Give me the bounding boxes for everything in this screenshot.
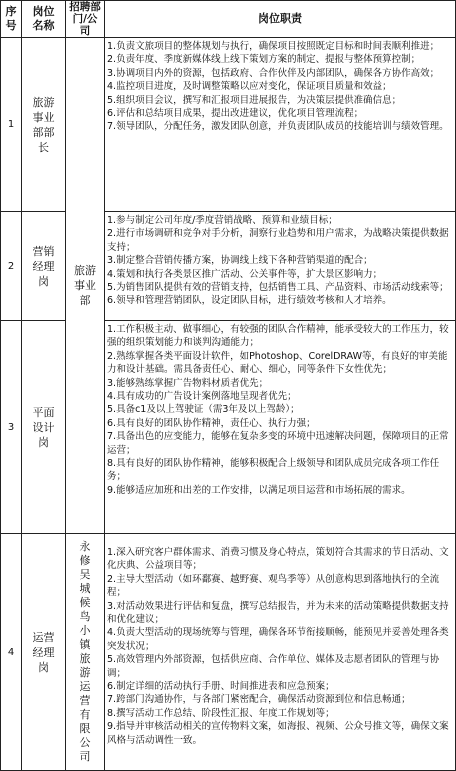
row-4-duty-item: 7.跨部门沟通协作，与各部门紧密配合，确保活动资源到位和信息畅通； (107, 694, 411, 706)
dept-tourism (66, 38, 104, 533)
row-4-duty-item: 9.指导并审核活动相关的宣传物料文案，如海报、视频、公众号推文等，确保文案风格与活动调性一致。 (107, 721, 449, 746)
row-1-no (1, 38, 21, 211)
row-1-duties (104, 38, 455, 211)
header-duties (105, 1, 455, 37)
row-3-duty-item: 6.具有良好的团队协作精神，责任心、执行力强； (107, 417, 316, 429)
row-3-duty-item: 4.具有成功的广告设计案例落地呈现者优先； (107, 391, 297, 403)
row-3-no-value: 3 (7, 421, 15, 433)
row-1-duty-item: 3.协调项目内外的资源，包括政府、合作伙伴及内部团队，确保各方协作高效； (107, 67, 440, 79)
row-3-duty-item: 1.工作积极主动、做事细心，有较强的团队合作精神，能承受较大的工作压力，较强的组织策划能力和谈判沟通能力； (107, 324, 449, 349)
row-4-duties (104, 534, 455, 770)
row-1-position (22, 38, 65, 211)
header-no (1, 1, 21, 37)
row-1-duty-item: 7.领导团队，分配任务，激发团队创意，并负责团队成员的技能培训与绩效管理。 (107, 121, 449, 133)
dept-tourism-label: 旅游事业部 (74, 264, 96, 307)
row-4-no (1, 534, 21, 770)
row-3-duty-item: 9.能够适应加班和出差的工作安排，以满足项目运营和市场拓展的需求。 (107, 484, 411, 496)
row-2-duty-item: 1.参与制定公司年度/季度营销战略、预算和业绩目标； (107, 215, 338, 226)
header-position (22, 1, 65, 37)
header-dept (66, 1, 104, 37)
row-4-duty-item: 5.高效管理内外部资源，包括供应商、合作单位、媒体及志愿者团队的管理与协调； (107, 654, 440, 679)
header-dept-label: 招聘部门/公司 (69, 1, 101, 37)
row-2-no (1, 212, 21, 320)
row-1-no-value: 1 (7, 119, 15, 130)
row-1-position-value: 旅游事业部部长 (32, 95, 55, 154)
row-2-duties (104, 212, 455, 320)
row-4-duty-item: 4.负责大型活动的现场统筹与管理，确保各环节衔接顺畅，能预见并妥善处理各类突发状况； (107, 627, 449, 652)
row-1-duty-item: 1.负责文旅项目的整体规划与执行，确保项目按照既定目标和时间表顺利推进； (107, 41, 440, 52)
dept-company (66, 534, 104, 770)
row-2-duty-item: 5.为销售团队提供有效的营销支持，包括销售工具、产品资料、市场活动线索等； (107, 282, 449, 294)
header-duties-label: 岗位职责 (258, 12, 302, 25)
row-3-duty-item: 8.具有良好的团队协作精神，能够积极配合上级领导和团队成员完成各项工作任务； (107, 458, 440, 483)
row-3-position-value: 平面设计岗 (32, 405, 55, 449)
dept-company-label: 永修吴城候鸟小镇旅游运营有限公司 (79, 540, 91, 763)
row-1-duty-item: 2.负责年度、季度新媒体线上线下策划方案的制定、提报与整体预算控制； (107, 54, 421, 66)
row-2-position (22, 212, 65, 320)
row-4-duty-item: 2.主导大型活动（如环鄱赛、越野赛、观鸟季等）从创意构思到落地执行的全流程； (107, 573, 440, 599)
row-3-duty-item: 5.具备c1及以上驾驶证（需3年及以上驾龄）； (107, 404, 300, 416)
row-4-position-value: 运营经理岗 (32, 630, 55, 674)
row-3-position (22, 321, 65, 533)
row-3-duties (104, 321, 455, 533)
row-2-duty-item: 4.策划和执行各类景区推广活动、公关事件等，扩大景区影响力； (107, 268, 383, 280)
row-3-no (1, 321, 21, 533)
row-4-duty-item: 3.对活动效果进行评估和复盘，撰写总结报告，并为未来的活动策略提供数据支持和优化建议； (107, 600, 449, 626)
row-3-duty-item: 7.具备出色的应变能力，能够在复杂多变的环境中迅速解决问题，保障项目的正常运营； (107, 431, 449, 456)
row-2-no-value: 2 (7, 260, 15, 272)
row-2-duty-item: 3.制定整合营销传播方案，协调线上线下各种营销渠道的配合； (107, 255, 373, 267)
row-4-duty-item: 6.制定详细的活动执行手册、时间推进表和应急预案； (107, 681, 335, 693)
row-1-duty-item: 5.组织项目会议，撰写和汇报项目进展报告，为决策层提供准确信息； (107, 94, 402, 106)
row-1-duty-item: 4.监控项目进度，及时调整策略以应对变化，保证项目质量和效益； (107, 81, 392, 93)
row-4-position (22, 534, 65, 770)
header-position-label: 岗位名称 (32, 5, 55, 32)
row-2-duty-item: 6.领导和管理营销团队，设定团队目标，进行绩效考核和人才培养。 (107, 295, 392, 307)
row-3-duty-item: 3.能够熟练掌握广告物料材质者优先； (107, 377, 269, 389)
row-1-duty-item: 6.评估和总结项目成果，提出改进建议，优化项目管理流程； (107, 108, 364, 120)
row-2-position-value: 营销经理岗 (32, 244, 55, 288)
row-4-duty-item: 8.撰写活动工作总结、阶段性汇报、年度工作规划等； (107, 707, 335, 719)
row-2-duty-item: 2.进行市场调研和竞争对手分析，洞察行业趋势和用户需求，为战略决策提供数据支持； (107, 228, 449, 253)
row-4-no-value: 4 (7, 646, 15, 658)
row-4-duty-item: 1.深入研究客户群体需求、消费习惯及身心特点，策划符合其需求的节日活动、文化庆典、公益项目等； (107, 547, 449, 572)
row-3-duty-item: 2.熟练掌握各类平面设计软件，如Photoshop、CorelDRAW等，有良好的审美能力和设计基础。需具备责任心、耐心、细心，同等条件下女性优先； (107, 350, 448, 376)
header-no-label: 序号 (5, 5, 17, 32)
